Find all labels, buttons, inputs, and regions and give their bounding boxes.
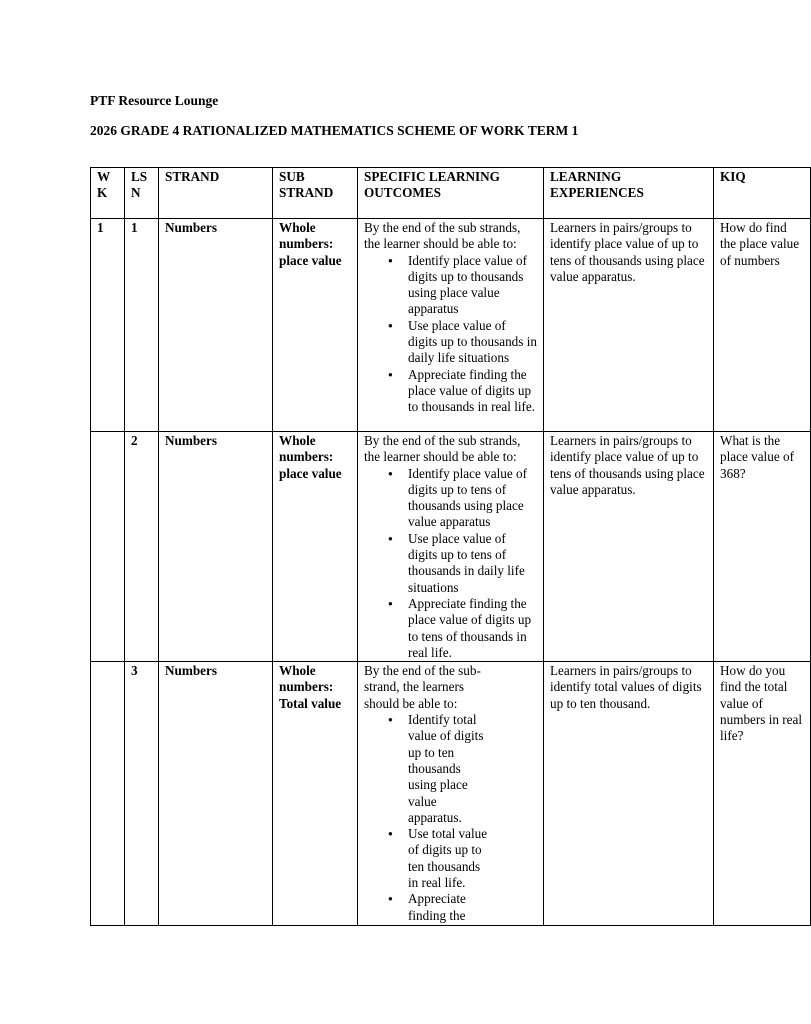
- outcomes-intro: By the end of the sub strands, the learner should be able to:: [364, 433, 521, 465]
- outcomes-intro: By the end of the sub strands, the learner should be able to:: [364, 220, 521, 252]
- cell-outcomes: [358, 662, 544, 926]
- col-header-experiences: LEARNING EXPERIENCES: [544, 168, 714, 219]
- cell-strand: Numbers: [159, 662, 273, 926]
- list-item: ● Identify place value of digits up to thousands using place value apparatus: [408, 253, 537, 318]
- list-item: ● Appreciate finding the: [408, 891, 492, 924]
- cell-strand: Numbers: [159, 219, 273, 432]
- list-item: ● Use total value of digits up to ten thousands in real life.: [408, 826, 492, 891]
- scheme-of-work-table: [90, 167, 811, 926]
- table-row: [91, 219, 811, 432]
- cell-experiences: Learners in pairs/groups to identify place value of up to tens of thousands using place value apparatus.: [544, 219, 714, 432]
- list-item: ● Use place value of digits up to tens of thousands in daily life situations: [408, 531, 537, 596]
- cell-substrand: Whole numbers: place value: [273, 432, 358, 662]
- col-header-week: W K: [91, 168, 125, 219]
- cell-kiq: What is the place value of 368?: [714, 432, 811, 662]
- table-header-row: [91, 168, 811, 219]
- cell-experiences: Learners in pairs/groups to identify total values of digits up to ten thousand.: [544, 662, 714, 926]
- col-header-strand: STRAND: [159, 168, 273, 219]
- cell-outcomes: [358, 219, 544, 432]
- cell-substrand: Whole numbers: place value: [273, 219, 358, 432]
- cell-outcomes: [358, 432, 544, 662]
- table-row: [91, 432, 811, 662]
- list-item: ● Identify total value of digits up to ten thousands using place value apparatus.: [408, 712, 492, 826]
- list-item: ● Appreciate finding the place value of digits up to tens of thousands in real life.: [408, 596, 537, 661]
- organization-name: PTF Resource Lounge: [90, 93, 219, 108]
- cell-substrand: Whole numbers: Total value: [273, 662, 358, 926]
- cell-strand: Numbers: [159, 432, 273, 662]
- outcomes-list: [364, 712, 492, 924]
- cell-experiences: Learners in pairs/groups to identify place value of up to tens of thousands using place value apparatus.: [544, 432, 714, 662]
- table-row: [91, 662, 811, 926]
- col-header-kiq: KIQ: [714, 168, 811, 219]
- cell-lesson: 1: [125, 219, 159, 432]
- col-header-lesson: LS N: [125, 168, 159, 219]
- cell-lesson: 3: [125, 662, 159, 926]
- cell-week: 1: [91, 219, 125, 432]
- list-item: ● Use place value of digits up to thousands in daily life situations: [408, 318, 537, 367]
- cell-kiq: How do you find the total value of numbers in real life?: [714, 662, 811, 926]
- outcomes-list: [364, 466, 537, 662]
- outcomes-list: [364, 253, 537, 416]
- cell-kiq: How do find the place value of numbers: [714, 219, 811, 432]
- col-header-outcomes: SPECIFIC LEARNING OUTCOMES: [358, 168, 544, 219]
- cell-week: [91, 432, 125, 662]
- list-item: ● Appreciate finding the place value of digits up to thousands in real life.: [408, 367, 537, 416]
- list-item: ● Identify place value of digits up to tens of thousands using place value apparatus: [408, 466, 537, 531]
- cell-week: [91, 662, 125, 926]
- col-header-substrand: SUB STRAND: [273, 168, 358, 219]
- cell-lesson: 2: [125, 432, 159, 662]
- document-title: 2026 GRADE 4 RATIONALIZED MATHEMATICS SCHEME OF WORK TERM 1: [90, 123, 579, 138]
- outcomes-intro: By the end of the sub-strand, the learners should be able to:: [364, 663, 481, 711]
